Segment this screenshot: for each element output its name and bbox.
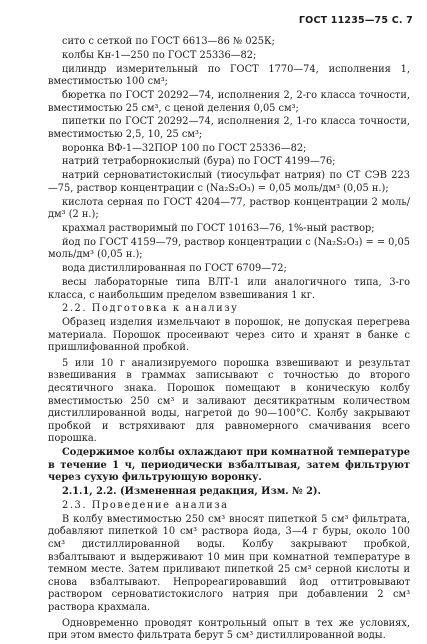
section-heading-preparation: 2.2. Подготовка к анализу	[62, 303, 239, 315]
body-paragraph: В колбу вместимостью 250 см³ вносят пипеткой 5 см³ фильтрата, добавляют пипеткой 10 см³ раствора йода, 3—4 г буры, около 100 см³ дистиллированной воды. Колбу закрывают пробкой, взбалтывают и выдерживают 10 мин при комнатной температуре в темном месте. Затем приливают пипеткой 25 см³ серной кислоты и снова взбалтывают. Непрореагировавший йод оттитровывают раствором серноватистокислого натрия при добавлении 2 см³ раствора крахмала.	[48, 513, 410, 613]
equipment-item: воронка ВФ-1—32ПОР 100 по ГОСТ 25336—82;	[62, 142, 307, 154]
reagent-item: натрий тетраборнокислый (бура) по ГОСТ 4199—76;	[62, 156, 336, 168]
reagent-item: натрий серноватистокислый (тиосульфат натрия) по СТ СЭВ 223—75, раствор концентрации с (Na₂S₂O₃) = 0,05 моль/дм³ (0,05 н.);	[48, 170, 410, 194]
equipment-item: колбы Кн-1—250 по ГОСТ 25336—82;	[62, 49, 257, 61]
body-paragraph: Образец изделия измельчают в порошок, не допуская перегрева материала. Порошок просеивают через сито и хранят в банке с пришлифованной пробкой.	[48, 317, 410, 354]
body-paragraph: Содержимое колбы охлаждают при комнатной температуре в течение 1 ч, периодически взбалтывая, затем фильтруют через сухую фильтрующую воронку.	[48, 447, 410, 484]
amendment-note: 2.1.1, 2.2. (Измененная редакция, Изм. № 2).	[62, 486, 321, 498]
document-body	[48, 36, 410, 644]
body-paragraph: 5 или 10 г анализируемого порошка взвешивают и результат взвешивания в граммах записывают с точностью до второго десятичного знака. Порошок помещают в коническую колбу вместимостью 250 см³ и заливают десятикратным количеством дистиллированной воды, нагретой до 90—100°С. Колбу закрывают пробкой и встряхивают для равномерного смачивания всего порошка.	[48, 357, 410, 445]
reagent-item: крахмал растворимый по ГОСТ 10163—76, 1%-ный раствор;	[62, 223, 375, 234]
reagent-item: вода дистиллированная по ГОСТ 6709—72;	[62, 263, 287, 275]
body-paragraph: Одновременно проводят контрольный опыт в тех же условиях, при этом вместо фильтрата берут 5 см³ дистиллированной воды.	[48, 617, 410, 642]
equipment-item: бюретка по ГОСТ 20292—74, исполнения 2, 2-го класса точности, вместимостью 25 см³, с ценой деления 0,05 см³;	[48, 89, 410, 114]
equipment-item: весы лабораторные типа ВЛТ-1 или аналогичного типа, 3-го класса, с наибольшим пределом взвешивания 1 кг.	[48, 276, 410, 301]
reagent-item: йод по ГОСТ 4159—79, раствор концентрации с (Na₂S₂O₃) = = 0,05 моль/дм³ (0,05 н.);	[48, 236, 410, 261]
equipment-item: сито с сеткой по ГОСТ 6613—86 № 025К;	[62, 36, 275, 47]
reagent-item: кислота серная по ГОСТ 4204—77, раствор концентрации 2 моль/дм³ (2 н.);	[48, 196, 410, 221]
section-heading-analysis: 2.3. Проведение анализа	[62, 499, 229, 511]
page-header: ГОСТ 11235—75 С. 7	[298, 15, 413, 26]
equipment-item: пипетки по ГОСТ 20292—74, исполнения 2, 1-го класса точности, вместимостью 2,5, 10, 25 см³;	[48, 116, 410, 140]
equipment-item: цилиндр измерительный по ГОСТ 1770—74, исполнения 1, вместимостью 100 см³;	[48, 63, 410, 88]
